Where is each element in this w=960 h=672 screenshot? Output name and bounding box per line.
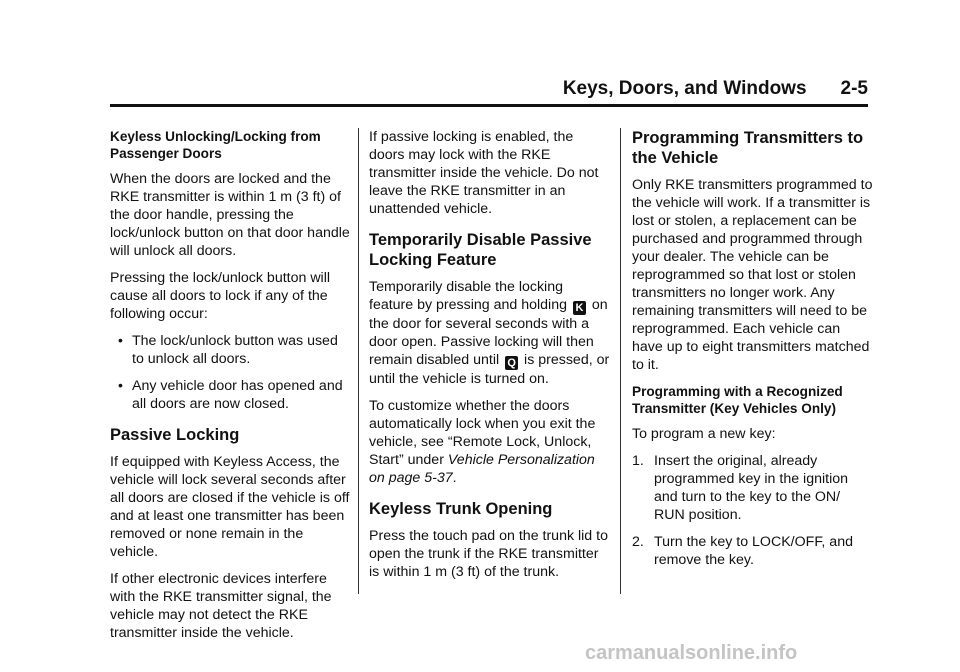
cross-reference: Vehicle Personalization on page 5-37	[369, 452, 595, 486]
list-item: • The lock/unlock button was used to unlock all doors.	[118, 332, 338, 367]
section-title: Keys, Doors, and Windows	[562, 78, 807, 99]
paragraph: Only RKE transmitters programmed to the vehicle will work. If a transmitter is lost or stolen, a replacement can be purchased and programmed through your dealer. The vehicle can be reprogrammed so that lost or stolen transmitters no longer work. Any remaining transmitters will need to be reprogrammed. Each vehicle can have up to eight transmitters matched to it.	[632, 177, 873, 373]
list-item: • Any vehicle door has opened and all doors are now closed.	[118, 377, 343, 412]
list-item: 1. Insert the original, already programmed key in the ignition and turn to the key to the ON/ RUN position.	[632, 453, 848, 523]
section-heading: Temporarily Disable Passive Locking Feature	[369, 231, 592, 269]
unlock-icon: Q	[505, 356, 518, 370]
lock-icon: K	[573, 301, 586, 315]
paragraph: To customize whether the doors automatically lock when you exit the vehicle, see “Remote Lock, Unlock, Start” under Vehicle Personalization on page 5-37.	[369, 398, 596, 486]
paragraph: If other electronic devices interfere with the RKE transmitter signal, the vehicle may not detect the RKE transmitter inside the vehicle.	[110, 571, 332, 641]
paragraph: If equipped with Keyless Access, the vehicle will lock several seconds after all doors are closed if the vehicle is off and at least one transmitter has been removed or none remain in the vehicle.	[110, 454, 350, 560]
header-rule	[110, 104, 868, 107]
column-1	[110, 128, 352, 651]
subheading: Programming with a Recognized Transmitter (Key Vehicles Only)	[632, 384, 843, 416]
paragraph: Press the touch pad on the trunk lid to open the trunk if the RKE transmitter is within 1 m (3 ft) of the trunk.	[369, 528, 608, 580]
paragraph: Temporarily disable the locking feature by pressing and holding K on the door for several seconds with a door open. Passive locking will then remain disabled until Q is pressed, or until the vehicle is turned on.	[369, 279, 610, 387]
bullet-icon: •	[118, 332, 123, 348]
page-header	[110, 78, 868, 104]
paragraph: If passive locking is enabled, the doors may lock with the RKE transmitter inside the vehicle. Do not leave the RKE transmitter in an unattended vehicle.	[369, 129, 599, 217]
bullet-icon: •	[118, 377, 123, 393]
column-divider	[620, 128, 621, 594]
section-heading: Keyless Trunk Opening	[369, 500, 553, 518]
paragraph: When the doors are locked and the RKE transmitter is within 1 m (3 ft) of the door handle, pressing the lock/unlock button on that door handle will unlock all doors.	[110, 171, 350, 259]
section-heading: Programming Transmitters to the Vehicle	[632, 129, 864, 167]
subheading: Keyless Unlocking/Locking from Passenger Doors	[110, 129, 321, 161]
page-number: 2-5	[840, 78, 868, 99]
paragraph: Pressing the lock/unlock button will cause all doors to lock if any of the following occur:	[110, 270, 331, 322]
column-divider	[358, 128, 359, 594]
section-heading: Passive Locking	[110, 426, 240, 444]
paragraph: To program a new key:	[632, 426, 776, 442]
column-2	[369, 128, 611, 590]
list-item: 2. Turn the key to LOCK/OFF, and remove the key.	[632, 534, 853, 568]
column-3	[632, 128, 874, 578]
watermark: carmanualsonline.info	[585, 642, 798, 664]
